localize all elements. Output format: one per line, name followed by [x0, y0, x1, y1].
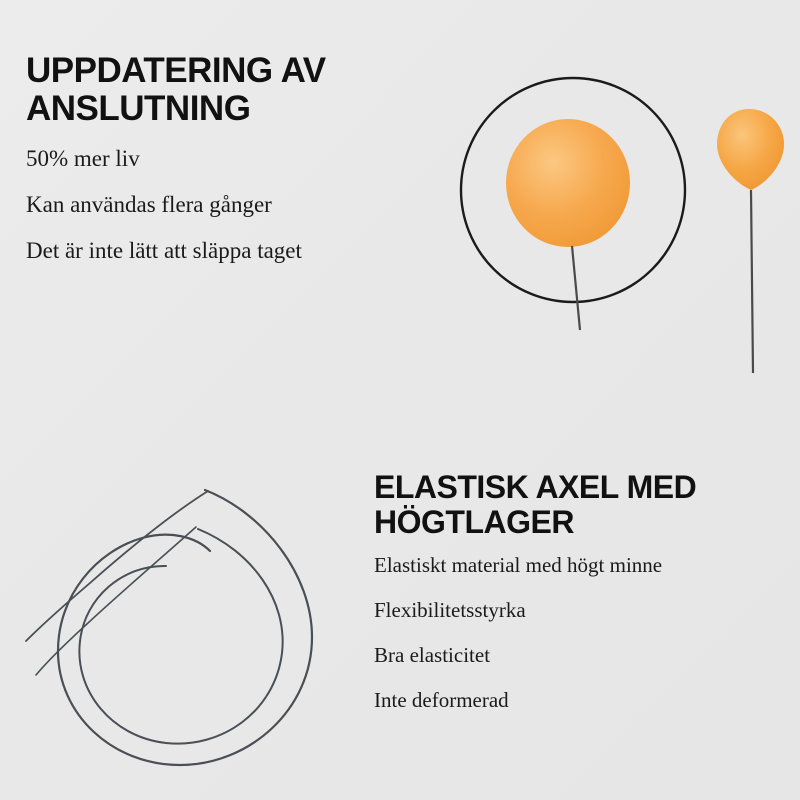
feature-item: Bra elasticitet [374, 643, 491, 668]
section-connection-update [26, 52, 446, 284]
feature-item: Kan användas flera gånger [26, 191, 272, 217]
feature-item: 50% mer liv [26, 145, 140, 171]
float-large-stem [572, 246, 580, 330]
feature-item: Det är inte lätt att släppa taget [26, 237, 302, 263]
section-feature-list [374, 553, 794, 713]
section-elastic-shaft [374, 470, 794, 733]
feature-item: Inte deformerad [374, 688, 509, 713]
float-large [506, 119, 630, 247]
line-outer-coil [58, 490, 312, 765]
line-free-end-upper [26, 491, 208, 641]
float-small [717, 109, 784, 190]
section-title: ELASTISK AXEL MED HÖGTLAGER [374, 469, 697, 540]
line-inner-coil [79, 529, 282, 744]
feature-item: Elastiskt material med högt minne [374, 553, 663, 578]
fishing-float-illustration [440, 40, 790, 430]
fishing-line-illustration [20, 455, 370, 785]
section-feature-list [26, 146, 446, 264]
float-small-stem [751, 190, 753, 373]
section-title: UPPDATERING AV ANSLUTNING [26, 51, 326, 128]
feature-item: Flexibilitetsstyrka [374, 598, 526, 623]
